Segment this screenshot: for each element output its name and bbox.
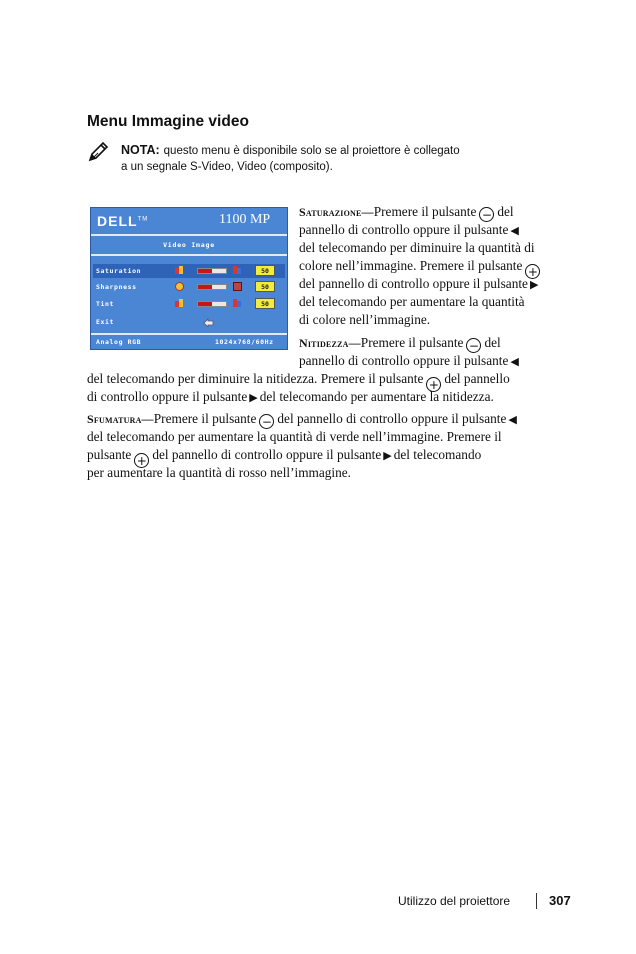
saturazione-line-1: Saturazione—Premere il pulsante − del bbox=[299, 204, 514, 222]
exit-icon bbox=[203, 317, 214, 327]
left-arrow-icon: ◀ bbox=[508, 413, 517, 426]
right-arrow-icon: ▶ bbox=[383, 449, 392, 462]
osd-row-label: Sharpness bbox=[96, 283, 137, 291]
osd-row-label: Saturation bbox=[96, 267, 142, 275]
osd-footer bbox=[91, 336, 287, 349]
footer-chapter: Utilizzo del proiettore bbox=[398, 894, 511, 908]
saturazione-line-2: pannello di controllo oppure il pulsante ◀ bbox=[299, 221, 521, 240]
nitidezza-line-3: del telecomando per diminuire la nitidezza. Premere il pulsante + del pannello bbox=[87, 371, 510, 392]
osd-slider bbox=[197, 268, 227, 274]
saturazione-line-5: del pannello di controllo oppure il pulsante ▶ bbox=[299, 275, 540, 294]
note-line-1: questo menu è disponibile solo se al proiettore è collegato bbox=[163, 145, 460, 157]
nitidezza-line-2: pannello di controllo oppure il pulsante ◀ bbox=[299, 352, 521, 371]
page-number: 307 bbox=[549, 893, 571, 908]
osd-row-sharpness bbox=[93, 280, 285, 294]
tint-low-icon bbox=[175, 299, 184, 308]
sharpness-high-icon bbox=[233, 282, 242, 291]
osd-model: 1100 MP bbox=[219, 212, 271, 227]
sfumatura-term: Sfumatura— bbox=[87, 412, 154, 426]
osd-header bbox=[91, 208, 287, 234]
osd-row-label: Tint bbox=[96, 300, 115, 308]
saturazione-line-3: del telecomando per diminuire la quantità di bbox=[299, 240, 535, 255]
osd-row-tint bbox=[93, 297, 285, 311]
sfumatura-line-1: Sfumatura—Premere il pulsante − del pannello di controllo oppure il pulsante ◀ bbox=[87, 411, 517, 429]
saturazione-line-4: colore nell’immagine. Premere il pulsante + bbox=[299, 257, 543, 279]
osd-slider bbox=[197, 284, 227, 290]
minus-button-icon: − bbox=[259, 414, 274, 429]
left-arrow-icon: ◀ bbox=[510, 224, 519, 237]
saturazione-line-6: del telecomando per aumentare la quantità bbox=[299, 294, 525, 309]
note-line-2: a un segnale S-Video, Video (composito). bbox=[121, 161, 333, 173]
nitidezza-line-4: di controllo oppure il pulsante ▶ del telecomando per aumentare la nitidezza. bbox=[87, 388, 494, 407]
tint-high-icon bbox=[233, 299, 242, 308]
sfumatura-line-3: pulsante + del pannello di controllo oppure il pulsante ▶ del telecomando bbox=[87, 447, 482, 468]
left-arrow-icon: ◀ bbox=[510, 355, 519, 368]
osd-row-exit bbox=[93, 315, 285, 329]
osd-resolution: 1024x768/60Hz bbox=[215, 338, 274, 346]
minus-button-icon: − bbox=[479, 207, 494, 222]
osd-divider bbox=[91, 333, 287, 335]
color-high-icon bbox=[233, 266, 242, 275]
dell-logo: DELL™ bbox=[97, 213, 149, 229]
osd-value: 50 bbox=[255, 281, 275, 292]
footer-separator bbox=[536, 893, 537, 909]
saturazione-term: Saturazione— bbox=[299, 205, 374, 219]
color-low-icon bbox=[175, 266, 184, 275]
note-text bbox=[121, 143, 460, 157]
osd-value: 50 bbox=[255, 298, 275, 309]
osd-divider bbox=[91, 234, 287, 236]
osd-row-saturation bbox=[93, 264, 285, 278]
minus-button-icon: − bbox=[466, 338, 481, 353]
nitidezza-line-1: Nitidezza—Premere il pulsante − del bbox=[299, 335, 501, 353]
right-arrow-icon: ▶ bbox=[249, 391, 258, 404]
osd-source: Analog RGB bbox=[96, 338, 142, 346]
pencil-note-icon bbox=[87, 141, 109, 163]
osd-slider bbox=[197, 301, 227, 307]
video-image-menu-screenshot bbox=[90, 207, 288, 350]
osd-menu-title: Video Image bbox=[163, 241, 215, 249]
sfumatura-line-4: per aumentare la quantità di rosso nell’immagine. bbox=[87, 465, 352, 480]
saturazione-line-7: di colore nell’immagine. bbox=[299, 312, 431, 327]
nitidezza-term: Nitidezza— bbox=[299, 336, 361, 350]
sharpness-low-icon bbox=[175, 282, 184, 291]
sfumatura-line-2: del telecomando per aumentare la quantità di verde nell’immagine. Premere il bbox=[87, 429, 502, 444]
plus-button-icon: + bbox=[426, 377, 441, 392]
section-title: Menu Immagine video bbox=[87, 113, 249, 130]
plus-button-icon: + bbox=[134, 453, 149, 468]
plus-button-icon: + bbox=[525, 264, 540, 279]
osd-row-label: Exit bbox=[96, 318, 115, 326]
osd-value: 50 bbox=[255, 265, 275, 276]
osd-divider bbox=[91, 254, 287, 256]
note-label: NOTA: bbox=[121, 143, 160, 157]
right-arrow-icon: ▶ bbox=[529, 278, 539, 291]
